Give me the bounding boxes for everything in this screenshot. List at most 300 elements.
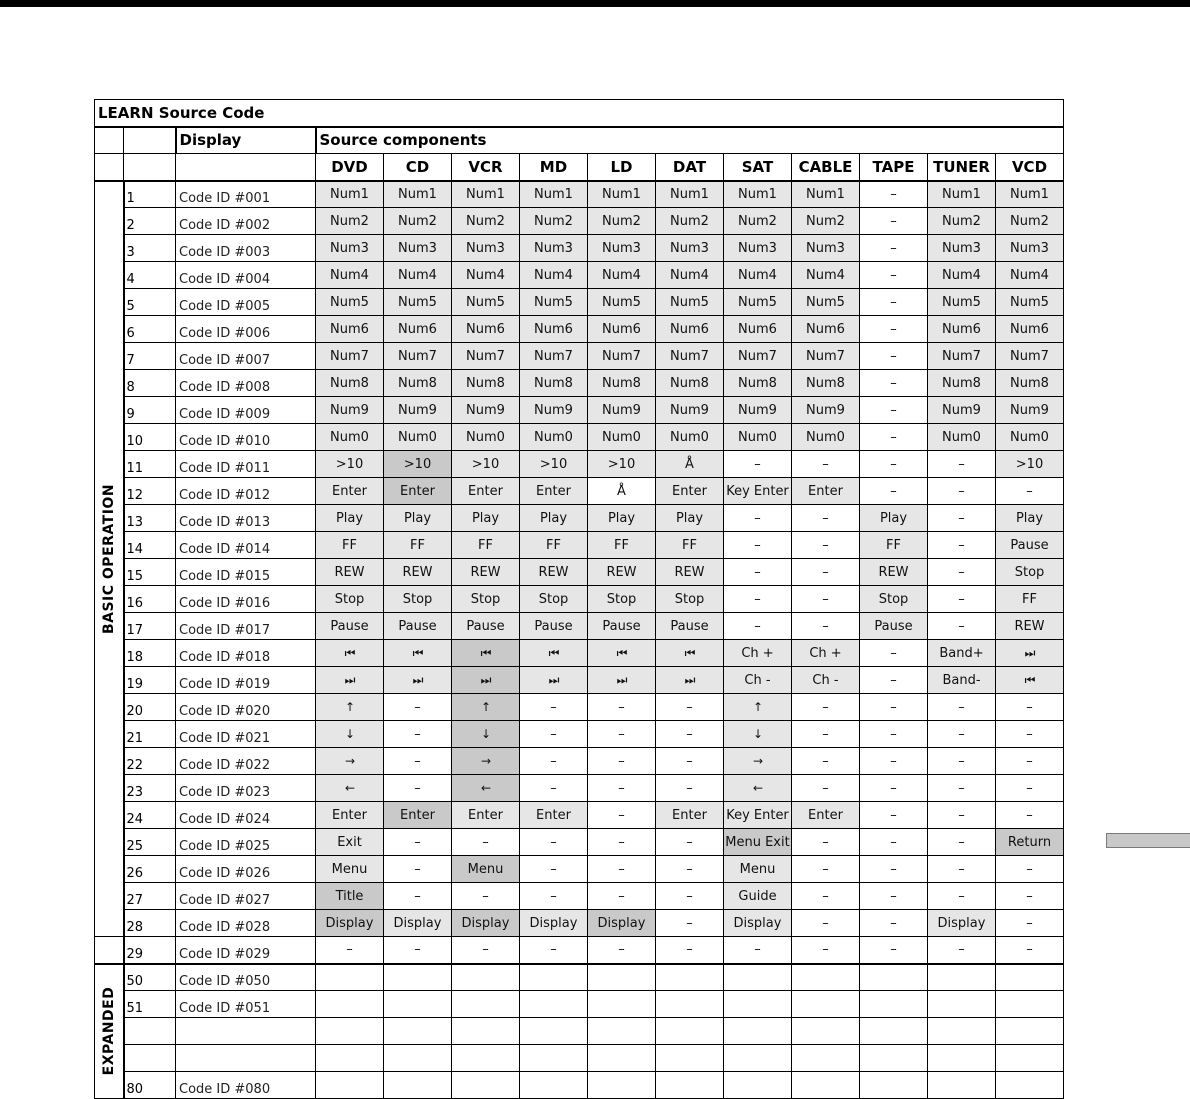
table-cell: – — [928, 478, 996, 505]
table-cell: Num4 — [520, 262, 588, 289]
code-id: Code ID #029 — [176, 937, 316, 964]
row-number: 10 — [124, 424, 176, 451]
code-id: Code ID #004 — [176, 262, 316, 289]
table-cell-empty — [588, 964, 656, 991]
table-cell: Num2 — [724, 208, 792, 235]
source-components-header: Source components — [316, 127, 1064, 154]
table-cell: REW — [656, 559, 724, 586]
row-number: 2 — [124, 208, 176, 235]
table-row — [95, 1018, 1064, 1045]
table-cell: Band+ — [928, 640, 996, 667]
table-cell-empty — [520, 991, 588, 1018]
table-cell: Pause — [384, 613, 452, 640]
table-cell: Num7 — [384, 343, 452, 370]
table-row — [95, 1045, 1064, 1072]
table-cell: Num1 — [792, 181, 860, 208]
code-id: Code ID #013 — [176, 505, 316, 532]
table-cell: – — [996, 748, 1064, 775]
table-cell: Num6 — [588, 316, 656, 343]
table-cell-empty — [656, 991, 724, 1018]
table-row — [95, 829, 1064, 856]
table-cell: Num8 — [928, 370, 996, 397]
table-cell: – — [860, 316, 928, 343]
table-cell-empty — [316, 964, 384, 991]
table-cell: – — [656, 748, 724, 775]
table-cell-empty — [928, 1018, 996, 1045]
table-cell: Num3 — [928, 235, 996, 262]
table-cell: Num4 — [316, 262, 384, 289]
row-number: 1 — [124, 181, 176, 208]
table-row — [95, 856, 1064, 883]
table-cell: REW — [384, 559, 452, 586]
table-cell-empty — [996, 964, 1064, 991]
table-cell: – — [928, 532, 996, 559]
table-cell — [316, 775, 384, 802]
table-row — [95, 289, 1064, 316]
code-id: Code ID #010 — [176, 424, 316, 451]
table-cell: – — [656, 937, 724, 964]
table-row — [95, 208, 1064, 235]
table-cell: – — [928, 883, 996, 910]
table-cell-empty — [588, 1045, 656, 1072]
table-cell: Ch - — [792, 667, 860, 694]
column-header-vcr: VCR — [452, 154, 520, 181]
skip-back-icon: ⏮ — [684, 645, 695, 660]
table-row — [95, 883, 1064, 910]
code-id: Code ID #005 — [176, 289, 316, 316]
table-cell: – — [520, 883, 588, 910]
row-number: 14 — [124, 532, 176, 559]
row-number: 11 — [124, 451, 176, 478]
row-number: 4 — [124, 262, 176, 289]
table-cell: Num0 — [316, 424, 384, 451]
table-cell: – — [520, 937, 588, 964]
table-row — [95, 640, 1064, 667]
table-cell: – — [588, 748, 656, 775]
table-cell: Ch + — [792, 640, 860, 667]
table-cell: >10 — [588, 451, 656, 478]
table-cell: – — [860, 208, 928, 235]
code-id: Code ID #007 — [176, 343, 316, 370]
row-number: 8 — [124, 370, 176, 397]
column-header-dvd: DVD — [316, 154, 384, 181]
table-cell-empty — [656, 1045, 724, 1072]
table-cell: – — [588, 937, 656, 964]
table-cell-empty — [656, 1018, 724, 1045]
code-id: Code ID #009 — [176, 397, 316, 424]
table-cell: Num2 — [316, 208, 384, 235]
code-id: Code ID #028 — [176, 910, 316, 937]
table-cell — [996, 640, 1064, 667]
row-number: 28 — [124, 910, 176, 937]
table-cell: Num8 — [316, 370, 384, 397]
table-cell: Num7 — [724, 343, 792, 370]
table-cell: – — [860, 397, 928, 424]
table-cell: Num8 — [656, 370, 724, 397]
table-cell-empty — [724, 991, 792, 1018]
table-cell-empty — [928, 964, 996, 991]
table-row — [95, 694, 1064, 721]
column-header-dat: DAT — [656, 154, 724, 181]
table-cell: Num9 — [724, 397, 792, 424]
table-cell: FF — [588, 532, 656, 559]
table-cell: – — [384, 856, 452, 883]
table-cell — [316, 640, 384, 667]
table-cell-empty — [520, 1018, 588, 1045]
skip-forward-icon: ⏭ — [412, 672, 423, 687]
table-cell: Display — [520, 910, 588, 937]
table-cell: Num8 — [996, 370, 1064, 397]
table-cell: – — [588, 802, 656, 829]
table-cell: Num7 — [928, 343, 996, 370]
table-cell-empty — [384, 1018, 452, 1045]
table-cell: Stop — [860, 586, 928, 613]
table-cell-empty — [792, 1072, 860, 1099]
skip-back-icon: ⏮ — [344, 645, 355, 660]
code-id: Code ID #006 — [176, 316, 316, 343]
table-cell-empty — [452, 964, 520, 991]
table-cell: Play — [860, 505, 928, 532]
table-cell: – — [996, 775, 1064, 802]
header-corner — [95, 127, 124, 154]
table-cell: – — [520, 856, 588, 883]
table-cell: – — [656, 910, 724, 937]
table-cell: – — [928, 802, 996, 829]
table-cell: Num4 — [724, 262, 792, 289]
table-cell — [656, 667, 724, 694]
row-number: 51 — [124, 991, 176, 1018]
table-cell: Pause — [996, 532, 1064, 559]
table-cell — [452, 667, 520, 694]
table-cell — [724, 721, 792, 748]
table-cell — [724, 775, 792, 802]
table-cell: Num2 — [928, 208, 996, 235]
table-cell: Display — [316, 910, 384, 937]
table-cell — [452, 640, 520, 667]
table-cell: Num7 — [792, 343, 860, 370]
arrow-left-icon: ← — [752, 780, 763, 795]
code-id: Code ID #022 — [176, 748, 316, 775]
code-id: Code ID #020 — [176, 694, 316, 721]
table-cell: – — [520, 748, 588, 775]
table-cell: REW — [520, 559, 588, 586]
code-id: Code ID #027 — [176, 883, 316, 910]
table-cell: – — [792, 532, 860, 559]
table-row — [95, 424, 1064, 451]
table-cell: – — [724, 505, 792, 532]
table-cell-empty — [724, 1045, 792, 1072]
table-cell: Return — [996, 829, 1064, 856]
row-number: 13 — [124, 505, 176, 532]
table-title: LEARN Source Code — [95, 100, 1064, 127]
table-cell: – — [860, 343, 928, 370]
table-cell: Menu — [452, 856, 520, 883]
code-id: Code ID #008 — [176, 370, 316, 397]
table-cell: – — [928, 829, 996, 856]
table-cell-empty — [452, 991, 520, 1018]
table-cell: Num0 — [792, 424, 860, 451]
code-id: Code ID #050 — [176, 964, 316, 991]
row-number: 50 — [124, 964, 176, 991]
table-cell: Ch - — [724, 667, 792, 694]
table-row — [95, 451, 1064, 478]
code-id — [176, 1045, 316, 1072]
table-row — [95, 316, 1064, 343]
table-cell: Pause — [860, 613, 928, 640]
table-cell: Num1 — [384, 181, 452, 208]
table-cell: – — [452, 937, 520, 964]
table-row — [95, 613, 1064, 640]
skip-back-icon: ⏮ — [616, 645, 627, 660]
table-cell: Num5 — [384, 289, 452, 316]
row-number: 9 — [124, 397, 176, 424]
table-cell: Num5 — [520, 289, 588, 316]
skip-forward-icon: ⏭ — [480, 672, 491, 687]
table-cell: – — [520, 694, 588, 721]
learn-source-code-table-wrapper — [94, 99, 1064, 1099]
table-cell: Enter — [792, 802, 860, 829]
column-header-cd: CD — [384, 154, 452, 181]
table-cell: Stop — [588, 586, 656, 613]
table-cell: – — [656, 775, 724, 802]
table-cell: >10 — [384, 451, 452, 478]
table-row — [95, 937, 1064, 964]
row-number: 7 — [124, 343, 176, 370]
table-cell: >10 — [316, 451, 384, 478]
colhead-num-blank — [124, 154, 176, 181]
table-cell: Num9 — [384, 397, 452, 424]
table-cell: Pause — [452, 613, 520, 640]
table-cell-empty — [384, 1045, 452, 1072]
table-cell: Num4 — [656, 262, 724, 289]
table-cell: Enter — [656, 478, 724, 505]
table-cell: Num6 — [928, 316, 996, 343]
code-id: Code ID #024 — [176, 802, 316, 829]
table-cell: – — [588, 721, 656, 748]
table-cell-empty — [860, 1045, 928, 1072]
table-cell: – — [656, 829, 724, 856]
arrow-down-icon: ↓ — [480, 726, 491, 741]
table-cell — [996, 667, 1064, 694]
table-cell: Num0 — [384, 424, 452, 451]
table-row — [95, 748, 1064, 775]
table-cell: Pause — [316, 613, 384, 640]
table-cell — [316, 748, 384, 775]
row-number: 19 — [124, 667, 176, 694]
table-cell: – — [792, 937, 860, 964]
table-cell: – — [860, 694, 928, 721]
table-cell: – — [724, 451, 792, 478]
table-cell: Title — [316, 883, 384, 910]
table-cell: – — [860, 856, 928, 883]
table-cell: Play — [996, 505, 1064, 532]
arrow-up-icon: ↑ — [344, 699, 355, 714]
table-cell: – — [588, 883, 656, 910]
table-cell: Enter — [792, 478, 860, 505]
table-cell: Num5 — [928, 289, 996, 316]
table-cell: Num5 — [316, 289, 384, 316]
table-cell: Num5 — [792, 289, 860, 316]
table-cell — [316, 667, 384, 694]
table-cell: – — [792, 505, 860, 532]
table-row — [95, 235, 1064, 262]
table-cell: Menu — [724, 856, 792, 883]
table-cell-empty — [792, 1045, 860, 1072]
colhead-corner — [95, 154, 124, 181]
table-cell: Menu — [316, 856, 384, 883]
table-cell — [724, 748, 792, 775]
code-id — [176, 1018, 316, 1045]
table-cell: Num3 — [996, 235, 1064, 262]
table-cell: Num7 — [996, 343, 1064, 370]
learn-source-code-table — [94, 99, 1064, 1099]
table-row — [95, 181, 1064, 208]
table-cell: Num9 — [928, 397, 996, 424]
table-cell: Enter — [384, 478, 452, 505]
table-cell: Num9 — [452, 397, 520, 424]
table-cell: Num6 — [792, 316, 860, 343]
table-cell: Play — [656, 505, 724, 532]
table-cell: – — [588, 775, 656, 802]
row-number: 16 — [124, 586, 176, 613]
table-cell: Num6 — [520, 316, 588, 343]
row-number: 15 — [124, 559, 176, 586]
table-cell — [384, 640, 452, 667]
table-cell-empty — [860, 1018, 928, 1045]
table-cell: Num1 — [928, 181, 996, 208]
table-cell-empty — [724, 964, 792, 991]
arrow-right-icon: → — [752, 753, 763, 768]
table-cell-empty — [928, 1045, 996, 1072]
table-cell-empty — [928, 1072, 996, 1099]
table-row — [95, 343, 1064, 370]
table-cell: – — [928, 505, 996, 532]
table-cell: Num1 — [724, 181, 792, 208]
table-cell: Num1 — [452, 181, 520, 208]
arrow-down-icon: ↓ — [752, 726, 763, 741]
table-cell: – — [792, 613, 860, 640]
arrow-right-icon: → — [480, 753, 491, 768]
table-cell — [588, 667, 656, 694]
table-cell: – — [860, 883, 928, 910]
arrow-up-icon: ↑ — [752, 699, 763, 714]
header-num-blank — [124, 127, 176, 154]
skip-forward-icon: ⏭ — [1024, 645, 1035, 660]
table-cell: – — [860, 181, 928, 208]
table-cell: – — [860, 802, 928, 829]
table-row — [95, 910, 1064, 937]
colhead-display-blank — [176, 154, 316, 181]
table-cell: Enter — [656, 802, 724, 829]
table-cell: Pause — [588, 613, 656, 640]
table-cell: – — [792, 775, 860, 802]
table-cell: – — [792, 694, 860, 721]
table-cell: – — [860, 424, 928, 451]
table-cell: – — [860, 370, 928, 397]
code-id: Code ID #003 — [176, 235, 316, 262]
table-cell: Display — [384, 910, 452, 937]
row-number: 80 — [124, 1072, 176, 1099]
code-id: Code ID #051 — [176, 991, 316, 1018]
table-cell: Num0 — [452, 424, 520, 451]
table-cell: – — [996, 802, 1064, 829]
table-cell: >10 — [520, 451, 588, 478]
top-rule — [0, 0, 1190, 7]
table-cell: – — [860, 721, 928, 748]
table-cell: Num3 — [724, 235, 792, 262]
table-cell-empty — [384, 964, 452, 991]
table-cell: – — [860, 775, 928, 802]
table-cell: Num5 — [588, 289, 656, 316]
column-header-cable: CABLE — [792, 154, 860, 181]
table-cell: – — [860, 910, 928, 937]
table-cell: – — [928, 451, 996, 478]
row-number: 3 — [124, 235, 176, 262]
table-row — [95, 478, 1064, 505]
table-cell: – — [384, 883, 452, 910]
table-cell: Num1 — [520, 181, 588, 208]
table-cell: Num7 — [588, 343, 656, 370]
table-row — [95, 505, 1064, 532]
table-cell: REW — [860, 559, 928, 586]
table-row — [95, 991, 1064, 1018]
table-cell: – — [996, 856, 1064, 883]
arrow-right-icon: → — [344, 753, 355, 768]
table-cell: – — [928, 694, 996, 721]
table-cell: Num3 — [384, 235, 452, 262]
table-cell: Num0 — [588, 424, 656, 451]
table-cell: REW — [588, 559, 656, 586]
table-cell — [316, 721, 384, 748]
table-cell-empty — [996, 991, 1064, 1018]
table-cell: – — [928, 721, 996, 748]
skip-back-icon: ⏮ — [480, 645, 491, 660]
code-id: Code ID #002 — [176, 208, 316, 235]
table-cell: Display — [588, 910, 656, 937]
table-cell — [452, 721, 520, 748]
table-cell: Num3 — [452, 235, 520, 262]
code-id: Code ID #026 — [176, 856, 316, 883]
table-cell: Num0 — [928, 424, 996, 451]
table-row — [95, 964, 1064, 991]
row-number: 26 — [124, 856, 176, 883]
table-cell: – — [792, 748, 860, 775]
skip-forward-icon: ⏭ — [548, 672, 559, 687]
code-id: Code ID #025 — [176, 829, 316, 856]
table-cell: Num2 — [588, 208, 656, 235]
table-cell: Num2 — [656, 208, 724, 235]
table-cell: Pause — [656, 613, 724, 640]
table-cell: Num0 — [656, 424, 724, 451]
arrow-left-icon: ← — [344, 780, 355, 795]
column-header-ld: LD — [588, 154, 656, 181]
table-cell: – — [724, 532, 792, 559]
table-cell: – — [792, 910, 860, 937]
table-cell: Guide — [724, 883, 792, 910]
table-cell: – — [656, 721, 724, 748]
arrow-down-icon: ↓ — [344, 726, 355, 741]
table-cell-empty — [792, 964, 860, 991]
section-expanded — [95, 964, 124, 1099]
table-cell: Enter — [520, 478, 588, 505]
table-row — [95, 667, 1064, 694]
table-cell: Num4 — [588, 262, 656, 289]
table-cell: – — [520, 721, 588, 748]
table-cell: Num9 — [792, 397, 860, 424]
table-cell-empty — [316, 991, 384, 1018]
table-cell: Num4 — [452, 262, 520, 289]
table-cell: REW — [996, 613, 1064, 640]
